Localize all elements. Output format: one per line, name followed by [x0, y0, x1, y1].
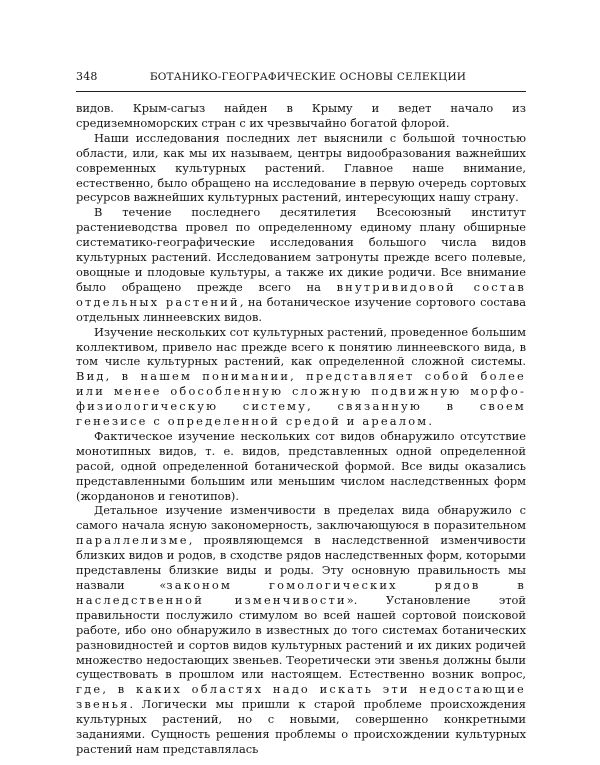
spaced-emphasis: параллелизме: [76, 533, 189, 548]
text-span: Детальное изучение изменчивости в пределах вида обнаружило с самого начала ясную закономерность, заключающуюся в поразительном: [76, 503, 526, 533]
text-span: видов. Крым-сагыз найден в Крыму и ведет начало из средиземноморских стран с их чрезвычайно богатой флорой.: [76, 101, 526, 130]
text-span: В течение последнего десятилетия Всесоюзный институт растениеводства провел по определенному единому плану обширные систематико-географические исследования большого числа видов культурных растений. Исследованием затронуты прежде всего полевые, овощные и плодовые культуры, а также их дикие родичи. Все внимание было обращено прежде всего на: [76, 205, 526, 294]
paragraph: [76, 205, 526, 324]
text-span: , проявляющемся в наследственной изменчивости близких видов и родов, в сходстве рядов наследственных форм, которыми представлены близкие виды и роды. Эту основную правильность мы назвали «: [76, 533, 526, 592]
paragraph: [76, 429, 526, 504]
running-title: БОТАНИКО-ГЕОГРАФИЧЕСКИЕ ОСНОВЫ СЕЛЕКЦИИ: [149, 71, 467, 83]
running-header: [76, 70, 526, 88]
text-span: Фактическое изучение нескольких сот видов обнаружило отсутствие монотипных видов, т. е. видов, представленных одной определенной расой, одной определенной ботанической формой. Все виды оказались представленными большим или меньшим числом наследственных форм (жорданонов и генотипов).: [76, 428, 526, 503]
header-rule: [76, 91, 526, 92]
spaced-emphasis: законом гомологических рядов в наследственной изменчивости: [76, 578, 527, 607]
text-span: Наши исследования последних лет выяснили с большой точностью области, или, как мы их называем, центры видообразования важнейших современных культурных растений. Главное наше внимание, естественно, было обращено на исследование в первую очередь сортовых ресурсов важнейших культурных растений, интересующих нашу страну.: [76, 130, 526, 205]
body-text: [76, 101, 526, 757]
spaced-emphasis: внутривидовой состав отдельных растений: [76, 279, 526, 309]
page-number: 348: [76, 70, 98, 83]
spaced-emphasis: Вид, в нашем понимании, представляет собой более или менее обособленную сложную подвижную морфо-физиологическую систему, связанную в своем генезисе с определенной средой и ареалом: [76, 369, 526, 429]
spaced-emphasis: где, в каких областях надо искать эти недостающие звенья: [76, 682, 526, 712]
paragraph: [76, 101, 526, 131]
text-span: . Логически мы пришли к старой проблеме происхождения культурных растений, но с новыми, совершенно конкретными заданиями. Сущность решения проблемы о происхождении культурных растений нам представлялась: [76, 697, 526, 756]
text-span: .: [428, 414, 432, 429]
text-span: , на ботаническое изучение сортового состава отдельных линнеевских видов.: [76, 294, 527, 324]
text-span: ». Установление этой правильности послужило стимулом во всей нашей сортовой поисковой работе, ибо оно обнаружило в известных до того системах ботанических разновидностей и сортов видов культурных растений и их диких родичей множество недостающих звеньев. Теоретически эти звенья должны были существовать в прошлом или настоящем. Естественно возник вопрос,: [76, 592, 526, 682]
paragraph: [76, 503, 526, 756]
text-span: Изучение нескольких сот культурных растений, проведенное большим коллективом, привело нас прежде всего к понятию линнеевского вида, в том числе культурных растений, как определенной сложной системы.: [76, 324, 526, 369]
paragraph: [76, 325, 526, 429]
paragraph: [76, 131, 526, 206]
